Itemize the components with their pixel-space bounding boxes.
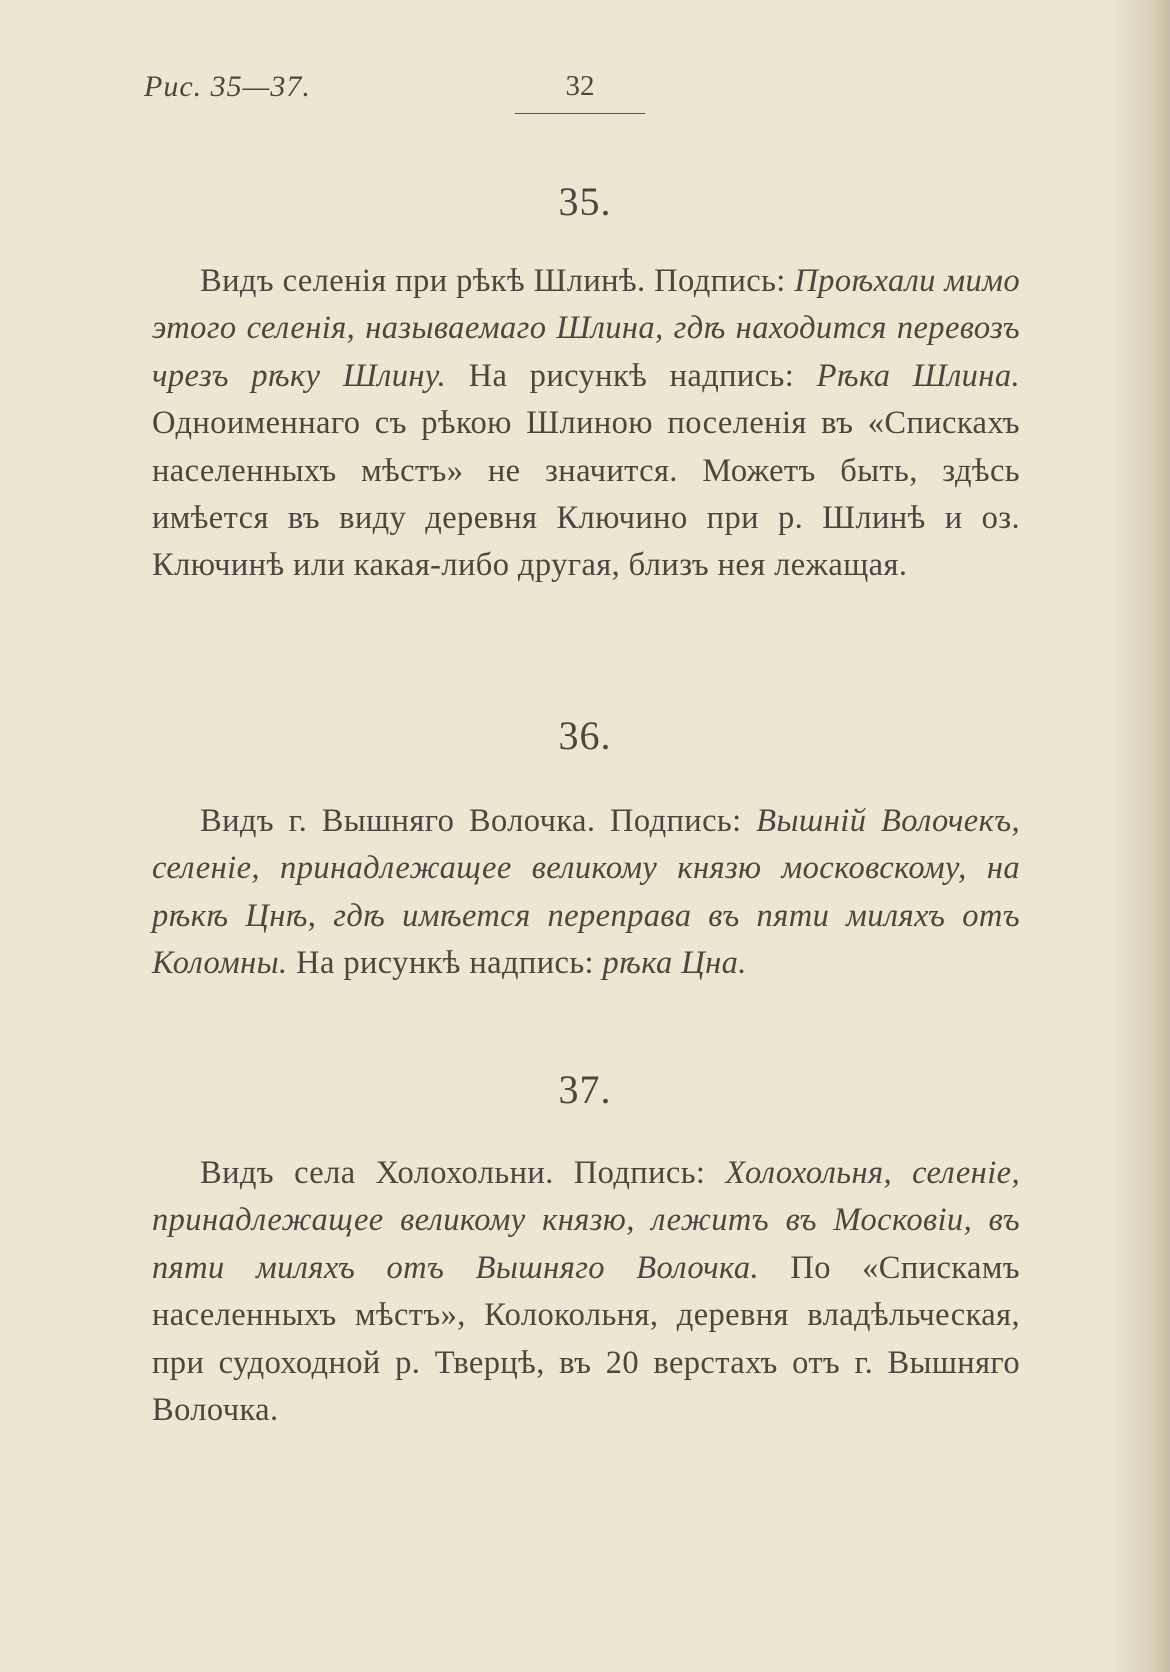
entry-number-35: 35. xyxy=(558,179,612,224)
entry-36-italic-2: рѣка Цна. xyxy=(602,945,747,982)
entry-37-text-1: Видъ села Холохольни. Подпись: xyxy=(200,1155,726,1191)
entry-35-text-3: Одноименнаго съ рѣкою Шлиною поселенія въ «Спискахъ населенныхъ мѣстъ» не значится. Можетъ быть, здѣсь имѣется въ виду деревня Ключино при р. Шлинѣ и оз. Ключинѣ или какая-либо другая, близъ нея лежащая. xyxy=(152,405,1020,584)
entry-35-text-1: Видъ селенія при рѣкѣ Шлинѣ. Подпись: xyxy=(200,263,795,299)
entry-number-37: 37. xyxy=(558,1067,612,1112)
entry-36-text-1: Видъ г. Вышняго Волочка. Подпись: xyxy=(200,803,757,839)
figure-range-caption: Рис. 35—37. xyxy=(144,70,311,103)
page-edge-shadow xyxy=(1110,0,1170,1672)
entry-text-37 xyxy=(152,1150,1020,1434)
page-number: 32 xyxy=(515,70,645,114)
entry-35-text-2: На рисункѣ надпись: xyxy=(446,357,817,394)
entry-37-text-2: По «Спискамъ населенныхъ мѣстъ», Колокольня, деревня владѣльческая, при судоходной р. Тверцѣ, въ 20 верстахъ отъ г. Вышняго Волочка. xyxy=(152,1249,1020,1429)
entry-36-italic-1: Вышній Волочекъ, селеніе, принадлежащее великому князю московскому, на рѣкѣ Цнѣ, гдѣ имѣется переправа въ пяти миляхъ отъ Коломны. xyxy=(152,803,1020,982)
entry-37-italic-1: Холохольня, селеніе, принадлежащее великому князю, лежитъ въ Московіи, въ пяти миляхъ отъ Вышняго Волочка. xyxy=(152,1155,1020,1286)
entry-36-text-2: На рисункѣ надпись: xyxy=(287,945,603,982)
entry-text-36 xyxy=(152,798,1020,988)
entry-text-35 xyxy=(152,258,1020,590)
entry-35-italic-2: Рѣка Шлина. xyxy=(816,357,1020,394)
entry-number-36: 36. xyxy=(558,713,612,758)
entry-35-italic-1: Проѣхали мимо этого селенія, называемаго Шлина, гдѣ находится перевозъ чрезъ рѣку Шлину. xyxy=(152,263,1020,394)
